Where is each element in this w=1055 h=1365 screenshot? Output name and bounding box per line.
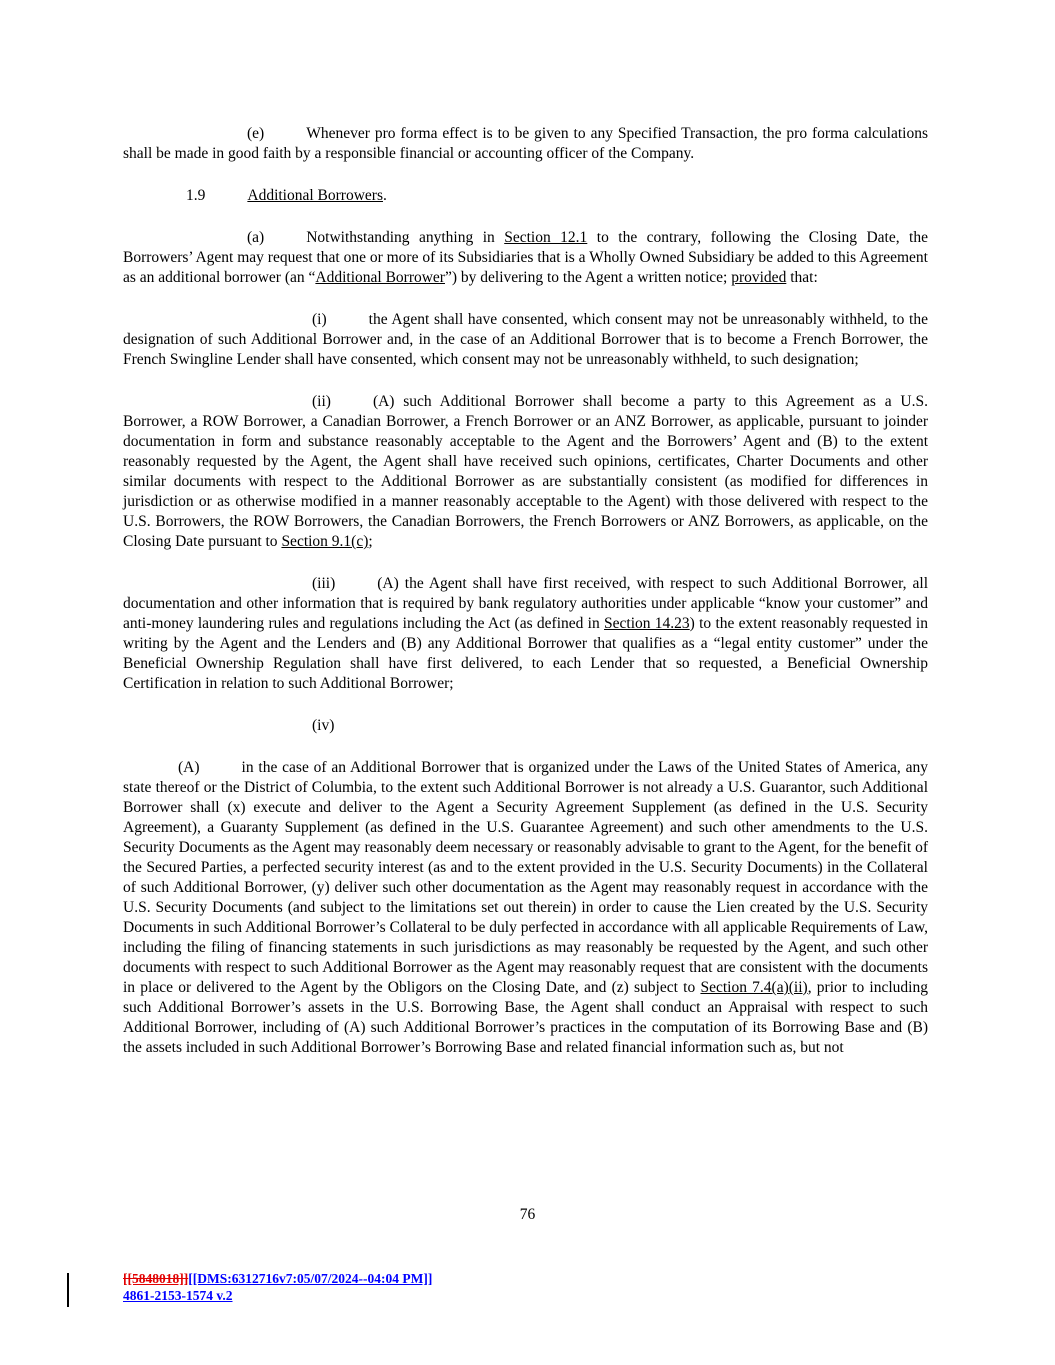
change-bar — [67, 1273, 69, 1307]
text-run: (i) — [312, 311, 327, 328]
footer-doc-id: 4861-2153-1574 v.2 — [123, 1287, 233, 1303]
text-run: (A) such Additional Borrower shall become a party to this Agreement as a U.S. Borrower, a ROW Borrower, a Canadian Borrower, a French Borrower or an ANZ Borrower, as applicable, pursuant to joinder documentation in form and substance reasonably acceptable to the Agent and the Borrowers’ Agent and (B) to the extent reasonably requested by the Agent, the Agent shall have received such opinions, certificates, Charter Documents and other similar documents with respect to the Additional Borrower as are substantially consistent (as modified for differences in jurisdiction or as otherwise modified in a manner reasonably acceptable to the Agent) with those delivered with respect to the U.S. Borrowers, the ROW Borrowers, the Canadian Borrowers, the French Borrowers or ANZ Borrowers, as applicable, on the Closing Date pursuant to — [123, 393, 928, 550]
paragraph-ii — [123, 392, 928, 552]
text-run: 1.9 — [186, 187, 206, 204]
text-run: the Agent shall have consented, which consent may not be unreasonably withheld, to the designation of such Additional Borrower and, in the case of an Additional Borrower that is to become a French Borrower, the French Swingline Lender shall have consented, which consent may not be unreasonably withheld, to such designation; — [123, 311, 928, 368]
text-run: (e) — [247, 125, 265, 142]
underlined-text: provided — [731, 269, 787, 286]
paragraph-a — [123, 228, 928, 288]
page-number: 76 — [519, 1206, 536, 1223]
footer-dms-id: [[DMS:6312716v7:05/07/2024--04:04 PM]] — [188, 1271, 433, 1286]
text-run: ”) by delivering to the Agent a written notice; — [444, 269, 732, 286]
text-run: Notwithstanding anything in — [306, 229, 505, 246]
text-run: (a) — [247, 229, 265, 246]
text-run: (iv) — [312, 717, 335, 734]
footer-deleted-id: [[5848018]] — [123, 1271, 189, 1286]
text-run: . — [382, 187, 387, 204]
text-run: (ii) — [312, 393, 331, 410]
document-footer — [123, 1271, 432, 1304]
underlined-text: Section 7.4(a)(ii) — [700, 979, 808, 996]
paragraph-e — [123, 124, 928, 164]
underlined-text: Section 14.23 — [604, 615, 690, 632]
text-run: Whenever pro forma effect is to be given to any Specified Transaction, the pro forma calculations shall be made in good faith by a responsible financial or accounting officer of the Company. — [123, 125, 928, 162]
text-run: , prior to including such Additional Borrower’s assets in the U.S. Borrowing Base, the Agent shall conduct an Appraisal with respect to such Additional Borrower, including of (A) such Additional Borrower’s practices in the computation of its Borrowing Base and (B) the assets included in such Additional Borrower’s Borrowing Base and related financial information such as, but not — [123, 979, 928, 1056]
text-run: (A) the Agent shall have first received, with respect to such Additional Borrower, all documentation and other information that is required by bank regulatory authorities under applicable “know your customer” and anti-money laundering rules and regulations including the Act (as defined in — [123, 575, 928, 632]
text-run: ; — [368, 533, 373, 550]
underlined-text: Section 12.1 — [504, 229, 588, 246]
paragraph-i — [123, 310, 928, 370]
text-run: to the contrary, following the Closing Date, the Borrowers’ Agent may request that one or more of its Subsidiaries that is a Wholly Owned Subsidiary be added to this Agreement as an additional borrower (an “ — [123, 229, 928, 286]
text-run: (iii) — [312, 575, 336, 592]
underlined-text: Section 9.1(c) — [281, 533, 369, 550]
footer-line-2 — [123, 1288, 432, 1305]
text-run: ) to the extent reasonably requested in writing by the Agent and the Lenders and (B) any Additional Borrower that qualifies as a “legal entity customer” under the Beneficial Ownership Regulation shall have first delivered, to each Lender that so requested, a Beneficial Ownership Certification in relation to such Additional Borrower; — [123, 615, 928, 692]
paragraph-iii — [123, 574, 928, 694]
text-run: that: — [786, 269, 818, 286]
paragraph-iv-A — [123, 758, 928, 1058]
footer-line-1 — [123, 1271, 432, 1288]
underlined-text: Additional Borrowers — [247, 187, 383, 204]
heading-1-9 — [123, 186, 928, 206]
paragraph-iv — [123, 716, 928, 736]
text-run: (A) — [178, 759, 200, 776]
text-run: in the case of an Additional Borrower that is organized under the Laws of the United States of America, any state thereof or the District of Columbia, to the extent such Additional Borrower is not already a U.S. Guarantor, such Additional Borrower shall (x) execute and deliver to the Agent a Security Agreement Supplement (as defined in the U.S. Security Agreement), a Guaranty Supplement (as defined in the U.S. Guarantee Agreement) and such other amendments to the U.S. Security Documents as the Agent may reasonably deem necessary or reasonably advisable to grant to the Agent, for the benefit of the Secured Parties, a perfected security interest (as and to the extent provided in the U.S. Security Documents) in the Collateral of such Additional Borrower, (y) deliver such other documentation as the Agent may reasonably request in accordance with the U.S. Security Documents (and subject to the limitations set out therein) in order to cause the Lien created by the U.S. Security Documents in such Additional Borrower’s Collateral to be duly perfected in accordance with all applicable Requirements of Law, including the filing of financing statements in such jurisdictions as may reasonably be requested by the Agent, and such other documents with respect to such Additional Borrower as the Agent may reasonably request that are consistent with the documents in place or delivered to the Agent by the Obligors on the Closing Date, and (z) subject to — [123, 759, 928, 996]
underlined-text: Additional Borrower — [315, 269, 445, 286]
document-body — [123, 124, 928, 1080]
